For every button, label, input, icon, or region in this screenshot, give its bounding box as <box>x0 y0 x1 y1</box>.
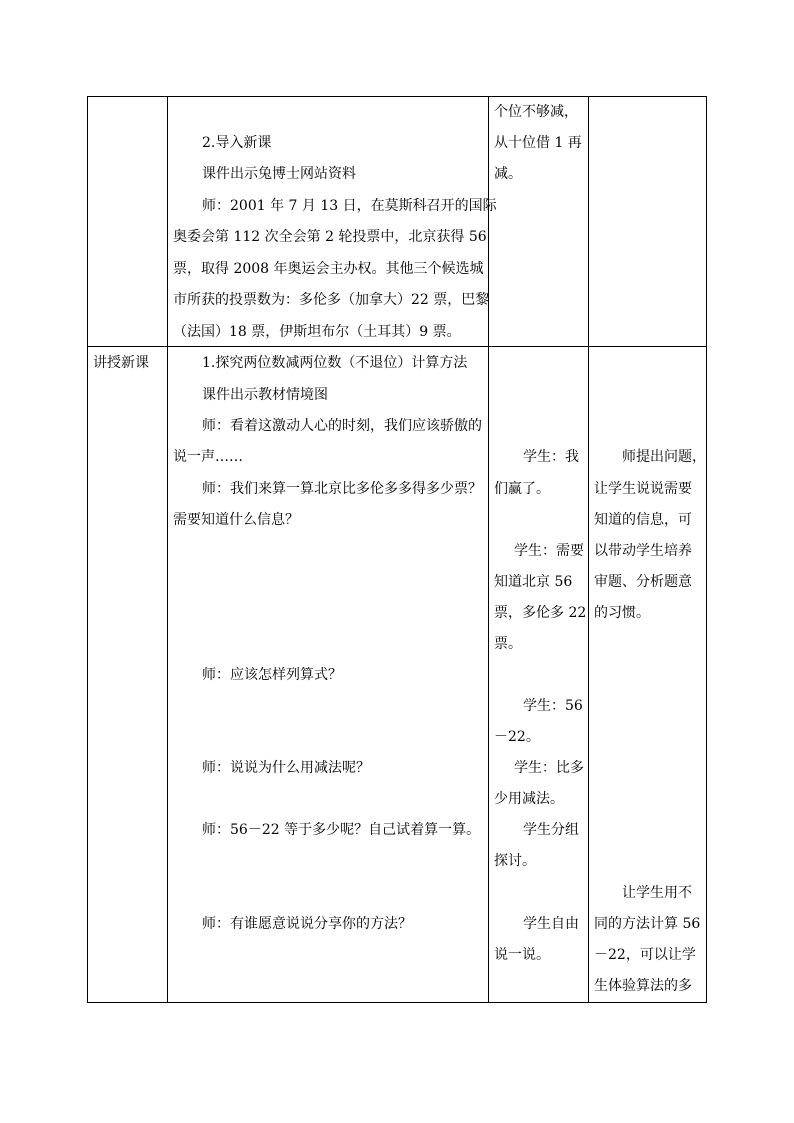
row2-intent-line: 同的方法计算 56 <box>594 916 701 932</box>
row2-student-line: 知道北京 56 <box>494 574 573 590</box>
row2-student-line: 票，多伦多 22 <box>494 605 587 621</box>
row1-content-line: 市所获的投票数为：多伦多（加拿大）22 票，巴黎 <box>173 292 490 308</box>
row2-content-line: 需要知道什么信息？ <box>173 512 299 528</box>
row2-intent-line: 以带动学生培养 <box>594 543 692 559</box>
row2-student-line: 们赢了。 <box>494 481 550 497</box>
row2-intent-line: 让学生用不 <box>622 885 692 901</box>
row2-student-line: 学生：56 <box>523 698 583 714</box>
row2-intent-line: 知道的信息，可 <box>594 512 692 528</box>
row1-content-line: 奥委会第 112 次全会第 2 轮投票中，北京获得 56 <box>173 229 487 245</box>
table-column-divider-1 <box>167 96 168 1003</box>
row2-student-line: 学生自由 <box>523 916 579 932</box>
row1-content-line: 票，取得 2008 年奥运会主办权。其他三个候选城 <box>173 261 484 277</box>
row2-content-line: 师：应该怎样列算式？ <box>202 667 342 683</box>
row2-student-line: 少用减法。 <box>494 791 564 807</box>
row2-intent-line: 让学生说说需要 <box>594 481 692 497</box>
table-column-divider-2 <box>488 96 489 1003</box>
row2-student-line: 说一说。 <box>494 947 550 963</box>
row1-content-line: （法国）18 票，伊斯坦布尔（土耳其）9 票。 <box>173 324 461 340</box>
row2-intent-line: 的习惯。 <box>594 605 650 621</box>
row1-student-line: 个位不够减， <box>494 104 578 120</box>
table-right-border <box>706 96 707 1003</box>
row2-content-line: 师：56－22 等于多少呢？自己试着算一算。 <box>202 822 481 838</box>
row1-content-line: 2.导入新课 <box>202 135 272 151</box>
row2-content-line: 师：我们来算一算北京比多伦多多得多少票？ <box>202 481 482 497</box>
table-bottom-border <box>87 1002 707 1003</box>
table-column-divider-3 <box>588 96 589 1003</box>
row2-content-line: 师：看着这激动人心的时刻，我们应该骄傲的 <box>202 418 482 434</box>
row2-student-line: 学生分组 <box>523 822 579 838</box>
row1-content-line: 师：2001 年 7 月 13 日，在莫斯科召开的国际 <box>202 198 497 214</box>
row2-content-line: 1.探究两位数减两位数（不退位）计算方法 <box>202 355 468 371</box>
table-left-border <box>87 96 88 1003</box>
row2-content-line: 师：有谁愿意说说分享你的方法？ <box>202 916 412 932</box>
row2-student-line: 探讨。 <box>494 853 536 869</box>
row2-intent-line: 审题、分析题意 <box>594 574 692 590</box>
row2-content-line: 师：说说为什么用减法呢？ <box>202 760 370 776</box>
row2-intent-line: 师提出问题， <box>622 449 706 465</box>
table-top-border <box>87 96 707 97</box>
row2-student-line: 学生：比多 <box>514 760 584 776</box>
row2-intent-line: －22，可以让学 <box>594 947 696 963</box>
stage-label: 讲授新课 <box>93 355 149 371</box>
row2-intent-line: 生体验算法的多 <box>594 978 692 994</box>
row2-student-line: 学生：需要 <box>514 543 584 559</box>
row1-student-line: 从十位借 1 再 <box>494 135 582 151</box>
row2-content-line: 说一声…… <box>173 449 243 465</box>
row2-content-line: 课件出示教材情境图 <box>202 387 328 403</box>
row2-student-line: －22。 <box>494 729 540 745</box>
row2-student-line: 票。 <box>494 636 522 652</box>
row2-student-line: 学生：我 <box>523 449 579 465</box>
row1-content-line: 课件出示兔博士网站资料 <box>202 166 356 182</box>
row1-student-line: 减。 <box>494 166 522 182</box>
